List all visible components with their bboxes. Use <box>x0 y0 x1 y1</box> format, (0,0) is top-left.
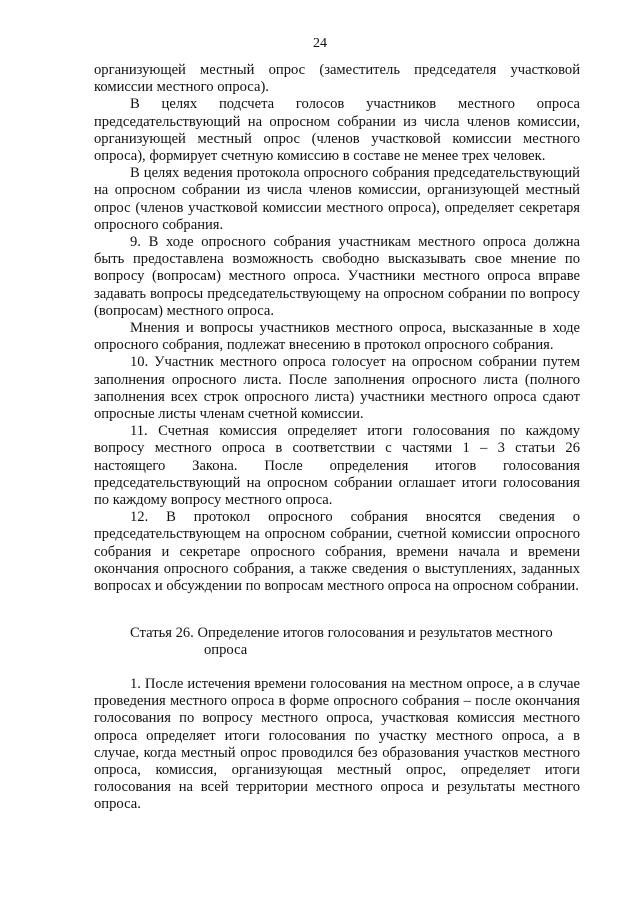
article-heading-line-1: Статья 26. Определение итогов голосования и результатов местного <box>130 625 553 641</box>
paragraph-opinions: Мнения и вопросы участников местного опроса, высказанные в ходе опросного собрания, подлежат внесению в протокол опросного собрания. <box>94 320 580 354</box>
paragraph-continuation: организующей местный опрос (заместитель председателя участковой комиссии местного опроса). <box>94 62 580 96</box>
article-body <box>94 676 580 814</box>
document-body <box>94 62 580 595</box>
article-heading-line-2: опроса <box>204 642 248 659</box>
paragraph-secretary: В целях ведения протокола опросного собрания председательствующий на опросном собрании из числа членов комиссии, организующей местный опрос (членов участковой комиссии местного опроса), определяет секретаря опросного собрания. <box>94 165 580 233</box>
article-heading <box>130 625 585 659</box>
paragraph-counting-commission: В целях подсчета голосов участников местного опроса председательствующий на опросном собрании из числа членов комиссии, организующей местный опрос (членов участковой комиссии местного опроса), формирует счетную комиссию в составе не менее трех человек. <box>94 96 580 165</box>
paragraph-article-26-item-1: 1. После истечения времени голосования на местном опросе, а в случае проведения местного опроса в форме опросного собрания – после окончания голосования по вопросу местного опроса, участковая комиссия местного опроса определяет итоги голосования по участку местного опроса, а в случае, когда местный опрос проводился без образования участков местного опроса, комиссия, организующая местный опрос, определяет итоги голосования на всей территории местного опроса и результаты местного опроса. <box>94 676 580 813</box>
paragraph-item-9: 9. В ходе опросного собрания участникам местного опроса должна быть предоставлена возможность свободно высказывать свое мнение по вопросу (вопросам) местного опроса. Участники местного опроса вправе задавать вопросы председательствующему на опросном собрании по вопросу (вопросам) местного опроса. <box>94 234 580 319</box>
paragraph-item-11: 11. Счетная комиссия определяет итоги голосования по каждому вопросу местного опроса в соответствии с частями 1 – 3 статьи 26 настоящего Закона. После определения итогов голосования председательствующий на опросном собрании оглашает итоги голосования по каждому вопросу местного опроса. <box>94 423 580 509</box>
paragraph-item-10: 10. Участник местного опроса голосует на опросном собрании путем заполнения опросного листа. После заполнения опросного листа (полного заполнения всех строк опросного листа) участники местного опроса сдают опросные листы членам счетной комиссии. <box>94 354 580 423</box>
page-number: 24 <box>313 36 327 51</box>
paragraph-item-12: 12. В протокол опросного собрания вносятся сведения о председательствующем на опросном собрании, счетной комиссии опросного собрания и секретаре опросного собрания, времени начала и времени окончания опросного собрания, а также сведения о выступлениях, заданных вопросах и обсуждении по вопросам местного опроса на опросном собрании. <box>94 509 580 595</box>
